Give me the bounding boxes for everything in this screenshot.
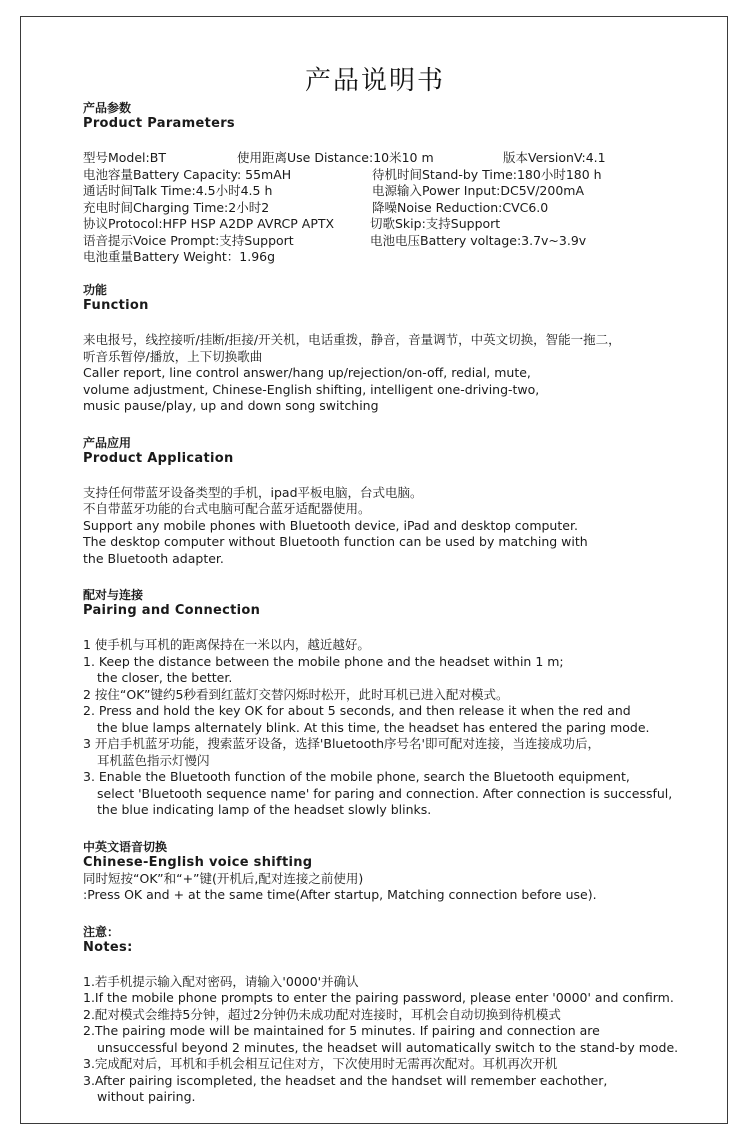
function-heading-cn: 功能 <box>83 283 108 297</box>
notes-heading-en: Notes: <box>83 939 133 955</box>
param-version: 版本VersionV:4.1 <box>503 150 606 165</box>
notes-line: 3.完成配对后，耳机和手机会相互记住对方，下次使用时无需再次配对。耳机再次开机 <box>83 1056 558 1071</box>
voice-line: 同时短按“OK”和“+”键(开机后,配对连接之前使用) <box>83 870 364 886</box>
params-grid <box>83 150 723 262</box>
application-heading-en: Product Application <box>83 450 234 466</box>
section-voice <box>83 839 723 904</box>
pairing-line: 3 开启手机蓝牙功能，搜索蓝牙设备，选择'Bluetooth序号名'即可配对连接，当连接成功后， <box>83 736 600 751</box>
manual-content <box>83 100 723 1106</box>
pairing-line: the blue indicating lamp of the headset slowly blinks. <box>97 802 432 817</box>
pairing-line: the closer, the better. <box>97 670 233 685</box>
params-heading-en: Product Parameters <box>83 116 235 131</box>
param-noise-reduction: 降噪Noise Reduction:CVC6.0 <box>372 199 549 215</box>
param-battery-capacity: 电池容量Battery Capacity: 55mAH <box>83 166 292 182</box>
application-line: 支持任何带蓝牙设备类型的手机，ipad平板电脑，台式电脑。 <box>83 484 423 500</box>
voice-line: :Press OK and + at the same time(After startup, Matching connection before use). <box>83 887 597 902</box>
params-heading-cn: 产品参数 <box>83 101 132 115</box>
param-charging-time: 充电时间Charging Time:2小时2 <box>83 199 270 215</box>
section-pairing <box>83 587 723 819</box>
pairing-line: 2 按住“OK”键约5秒看到红蓝灯交替闪烁时松开，此时耳机已进入配对模式。 <box>83 686 509 702</box>
section-notes <box>83 924 723 1106</box>
function-line: 来电报号，线控接听/挂断/拒接/开关机，电话重拨，静音，音量调节，中英文切换，智能一拖二， <box>83 332 621 347</box>
application-line: 不自带蓝牙功能的台式电脑可配合蓝牙适配器使用。 <box>83 501 371 516</box>
notes-line: 2.The pairing mode will be maintained for 5 minutes. If pairing and connection are <box>83 1023 600 1038</box>
voice-heading-en: Chinese-English voice shifting <box>83 854 313 870</box>
function-line: Caller report, line control answer/hang up/rejection/on-off, redial, mute, <box>83 365 531 380</box>
document-title: 产品说明书 <box>304 66 445 96</box>
param-protocol: 协议Protocol:HFP HSP A2DP AVRCP APTX <box>83 216 335 231</box>
param-standby: 待机时间Stand-by Time:180小时180 h <box>372 166 602 182</box>
pairing-heading-en: Pairing and Connection <box>83 603 261 618</box>
pairing-line: 1 使手机与耳机的距离保持在一米以内，越近越好。 <box>83 637 370 652</box>
param-talk-time: 通话时间Talk Time:4.5小时4.5 h <box>83 183 273 198</box>
param-distance: 使用距离Use Distance:10米10 m <box>237 150 434 165</box>
notes-line: unsuccessful beyond 2 minutes, the headset will automatically switch to the stand-by mode. <box>97 1039 679 1055</box>
function-heading-en: Function <box>83 298 149 313</box>
pairing-line: the blue lamps alternately blink. At this time, the headset has entered the paring mode. <box>97 719 650 735</box>
param-power-input: 电源输入Power Input:DC5V/200mA <box>372 183 584 198</box>
notes-line: 1.若手机提示输入配对密码，请输入'0000'并确认 <box>83 973 359 989</box>
param-model: 型号Model:BT <box>83 150 166 165</box>
notes-line: 2.配对模式会维持5分钟，超过2分钟仍未成功配对连接时，耳机会自动切换到待机模式 <box>83 1006 561 1022</box>
pairing-line: 3. Enable the Bluetooth function of the mobile phone, search the Bluetooth equipment, <box>83 769 630 784</box>
param-skip: 切歌Skip:支持Support <box>370 216 501 231</box>
voice-heading-cn: 中英文语音切换 <box>83 839 168 854</box>
section-function <box>83 282 723 415</box>
application-line: The desktop computer without Bluetooth function can be used by matching with <box>83 534 588 549</box>
pairing-line: 2. Press and hold the key OK for about 5 seconds, and then release it when the red and <box>83 703 631 718</box>
application-line: the Bluetooth adapter. <box>83 550 224 566</box>
section-application <box>83 435 723 568</box>
pairing-line: select 'Bluetooth sequence name' for paring and connection. After connection is successful, <box>97 785 673 801</box>
application-line: Support any mobile phones with Bluetooth device, iPad and desktop computer. <box>83 517 578 533</box>
section-params <box>83 100 723 262</box>
application-heading-cn: 产品应用 <box>83 435 132 450</box>
param-battery-weight: 电池重量Battery Weight：1.96g <box>83 249 276 264</box>
function-line: music pause/play, up and down song switching <box>83 398 379 413</box>
notes-line: without pairing. <box>97 1089 196 1104</box>
pairing-line: 1. Keep the distance between the mobile phone and the headset within 1 m; <box>83 653 564 669</box>
notes-line: 1.If the mobile phone prompts to enter the pairing password, please enter '0000' and confirm. <box>83 990 674 1005</box>
pairing-heading-cn: 配对与连接 <box>83 588 144 602</box>
notes-heading-cn: 注意： <box>83 924 120 939</box>
param-voice-prompt: 语音提示Voice Prompt:支持Support <box>83 232 294 248</box>
function-line: volume adjustment, Chinese-English shifting, intelligent one-driving-two, <box>83 381 540 397</box>
pairing-line: 耳机蓝色指示灯慢闪 <box>97 752 210 768</box>
notes-line: 3.After pairing iscompleted, the headset and the handset will remember eachother, <box>83 1072 608 1088</box>
param-battery-voltage: 电池电压Battery voltage:3.7v~3.9v <box>370 232 587 248</box>
function-line: 听音乐暂停/播放，上下切换歌曲 <box>83 348 263 364</box>
